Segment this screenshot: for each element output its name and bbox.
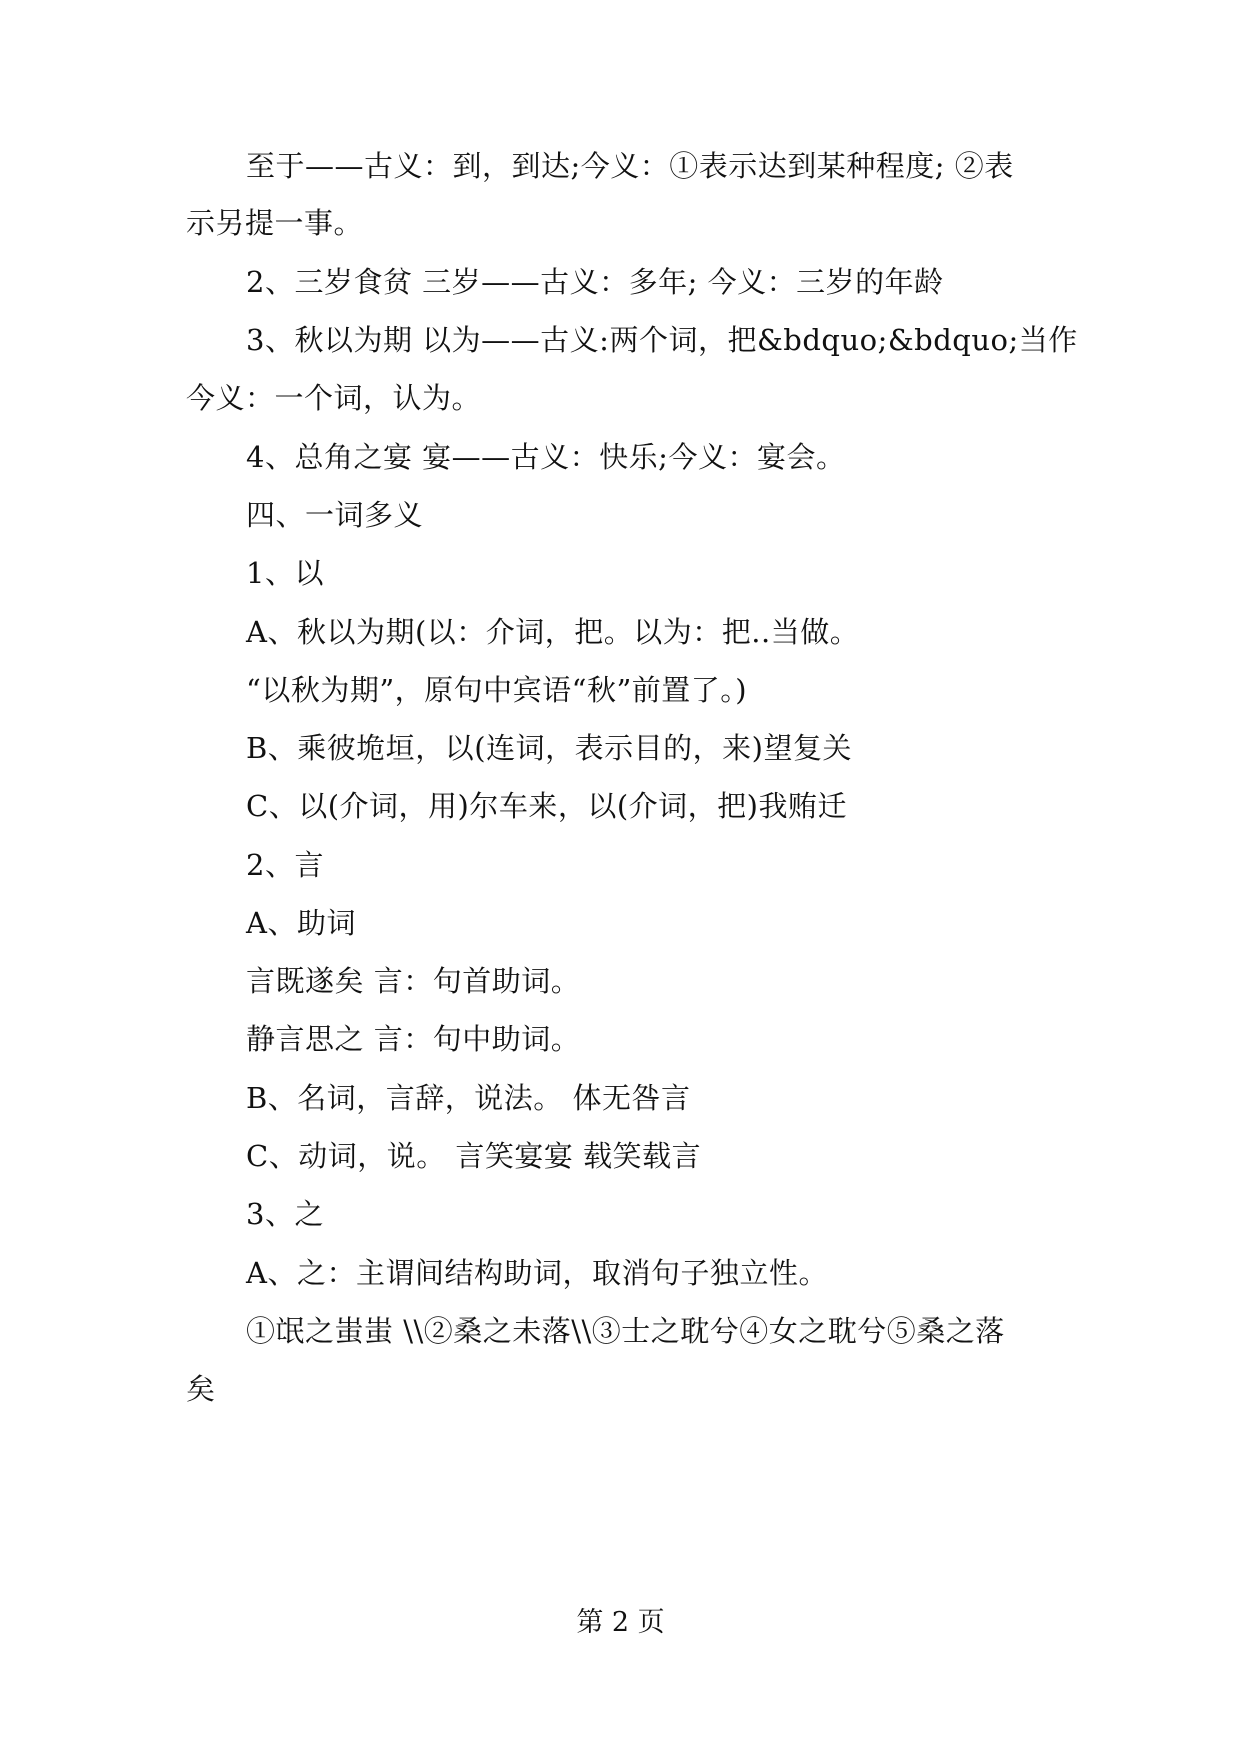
text-line: 3、秋以为期 以为——古义:两个词，把&bdquo;&bdquo;当作 bbox=[246, 323, 1078, 357]
text-line: 静言思之 言：句中助词。 bbox=[246, 1022, 581, 1056]
text-line: A、之：主谓间结构助词，取消句子独立性。 bbox=[246, 1256, 828, 1290]
text-line: A、助词 bbox=[246, 906, 356, 940]
page-number: 第 2 页 bbox=[576, 1607, 665, 1638]
item-heading: 3、之 bbox=[246, 1197, 324, 1231]
text-line: ①氓之蚩蚩 \\②桑之未落\\③士之耽兮④女之耽兮⑤桑之落 bbox=[246, 1314, 1005, 1348]
text-line: 2、三岁食贫 三岁——古义：多年; 今义：三岁的年龄 bbox=[246, 265, 944, 299]
text-line: C、动词，说。 言笑宴宴 载笑载言 bbox=[246, 1139, 702, 1173]
text-line: “以秋为期”，原句中宾语“秋”前置了。) bbox=[246, 673, 748, 707]
text-line: C、以(介词，用)尔车来，以(介词，把)我贿迁 bbox=[246, 789, 847, 823]
item-heading: 1、以 bbox=[246, 556, 324, 590]
text-line: 矣 bbox=[186, 1372, 216, 1406]
text-line: B、乘彼垝垣，以(连词，表示目的，来)望复关 bbox=[246, 731, 852, 765]
text-line: B、名词，言辞，说法。 体无咎言 bbox=[246, 1081, 691, 1115]
item-heading: 2、言 bbox=[246, 848, 324, 882]
section-heading: 四、一词多义 bbox=[246, 498, 424, 532]
text-line: 言既遂矣 言：句首助词。 bbox=[246, 964, 581, 998]
text-line: 至于——古义：到，到达;今义：①表示达到某种程度; ②表 bbox=[246, 149, 1014, 183]
text-line: 4、总角之宴 宴——古义：快乐;今义：宴会。 bbox=[246, 440, 846, 474]
text-line: 今义：一个词，认为。 bbox=[186, 381, 482, 415]
text-line: 示另提一事。 bbox=[186, 206, 364, 240]
text-line: A、秋以为期(以：介词，把。以为：把..当做。 bbox=[246, 615, 860, 649]
